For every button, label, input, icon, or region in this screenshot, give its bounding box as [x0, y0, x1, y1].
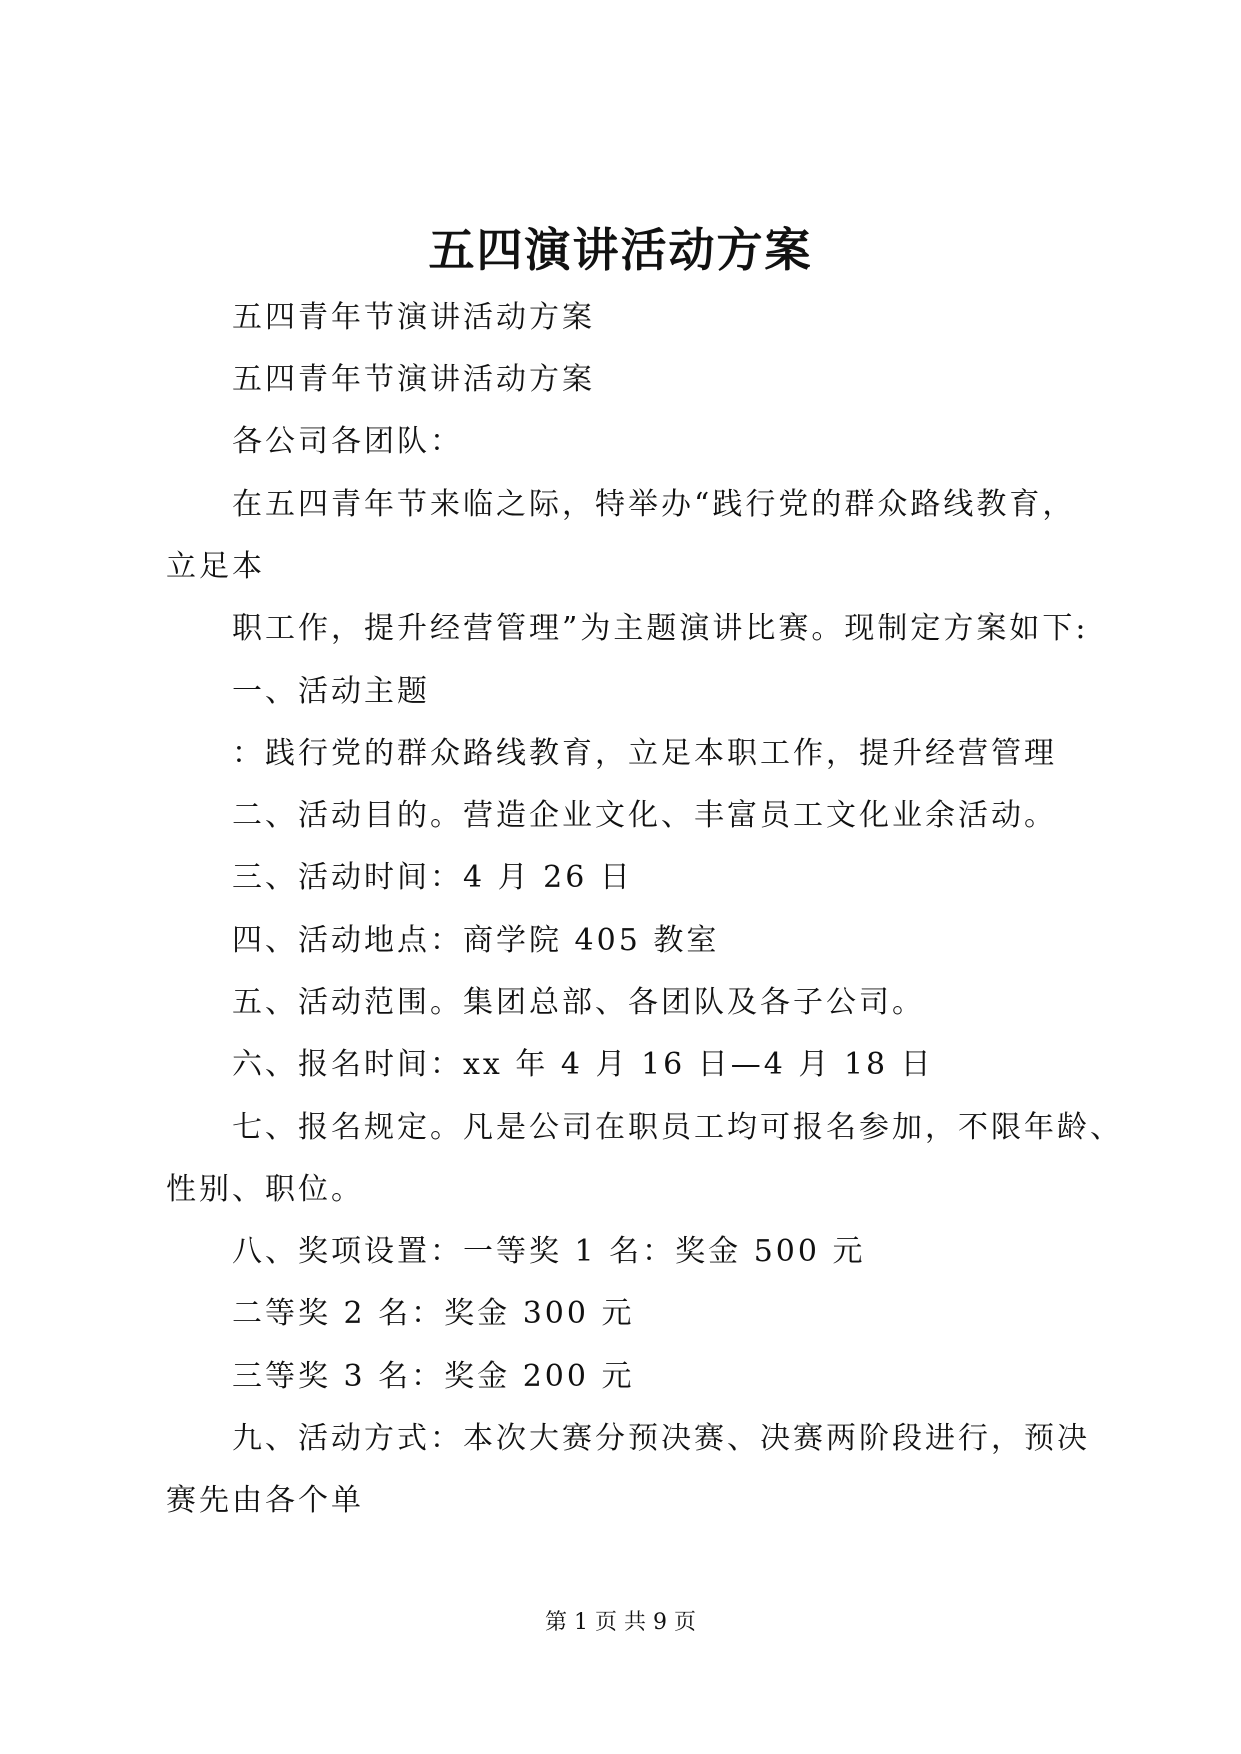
text-line: 立足本	[166, 549, 265, 584]
text-line: 五四青年节演讲活动方案	[232, 362, 595, 397]
text-line: 七、报名规定。凡是公司在职员工均可报名参加，不限年龄、	[232, 1110, 1123, 1145]
text-line: 二等奖 2 名：奖金 300 元	[232, 1296, 635, 1331]
page-footer: 第 1 页 共 9 页	[545, 1610, 696, 1635]
text-line: 在五四青年节来临之际，特举办“践行党的群众路线教育，	[232, 487, 1076, 522]
text-line: 性别、职位。	[166, 1172, 364, 1207]
text-line: ：践行党的群众路线教育，立足本职工作，提升经营管理	[232, 736, 1057, 771]
text-line: 三等奖 3 名：奖金 200 元	[232, 1359, 635, 1394]
text-line: 职工作，提升经营管理”为主题演讲比赛。现制定方案如下:	[232, 611, 1089, 646]
text-line: 四、活动地点：商学院 405 教室	[232, 923, 720, 958]
text-line: 各公司各团队：	[232, 424, 463, 459]
text-line: 一、活动主题	[232, 674, 430, 709]
text-line: 五、活动范围。集团总部、各团队及各子公司。	[232, 985, 925, 1020]
text-line: 三、活动时间：4 月 26 日	[232, 860, 633, 895]
text-line: 九、活动方式：本次大赛分预决赛、决赛两阶段进行，预决	[232, 1421, 1090, 1456]
text-line: 五四青年节演讲活动方案	[232, 300, 595, 335]
text-line: 赛先由各个单	[166, 1483, 364, 1518]
text-line: 二、活动目的。营造企业文化、丰富员工文化业余活动。	[232, 798, 1057, 833]
document-title: 五四演讲活动方案	[428, 223, 813, 277]
text-line: 八、奖项设置：一等奖 1 名：奖金 500 元	[232, 1234, 866, 1269]
text-line: 六、报名时间：xx 年 4 月 16 日—4 月 18 日	[232, 1047, 934, 1082]
